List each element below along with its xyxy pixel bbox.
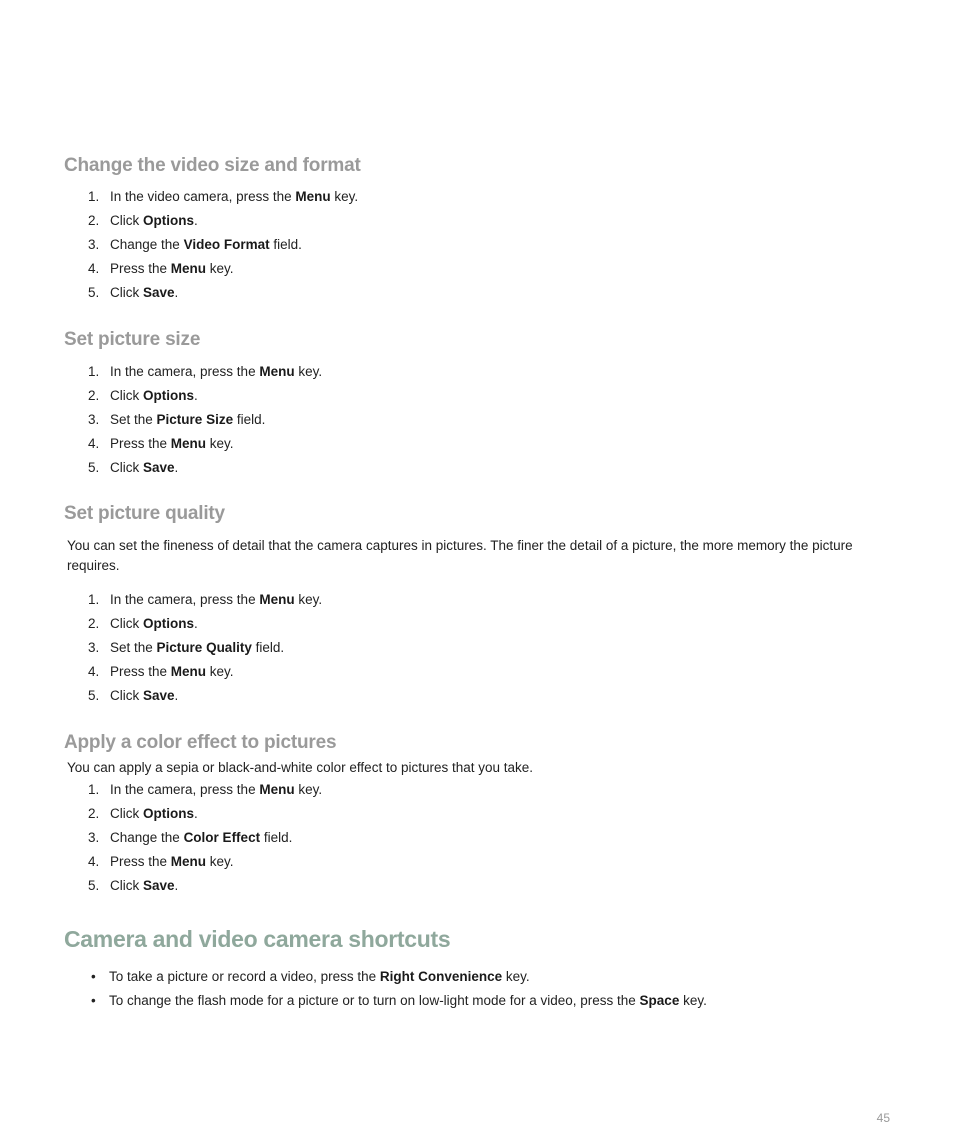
step-number: 3. xyxy=(88,237,100,252)
list-item xyxy=(64,826,894,850)
step-text: Click xyxy=(110,878,143,893)
step-number: 1. xyxy=(88,782,100,797)
shortcuts-title: Camera and video camera shortcuts xyxy=(64,926,451,952)
step-text: Click xyxy=(110,388,143,403)
list-item xyxy=(64,408,894,432)
step-keyword: Menu xyxy=(259,782,295,797)
step-keyword: Picture Quality xyxy=(156,640,252,655)
step-text: Set the xyxy=(110,640,157,655)
shortcut-text-end: key. xyxy=(679,993,707,1008)
step-keyword: Menu xyxy=(170,664,207,679)
step-keyword: Save xyxy=(143,460,175,475)
step-text: Set the xyxy=(110,412,157,427)
step-keyword: Options xyxy=(143,388,194,403)
step-text: In the camera, press the xyxy=(110,782,260,797)
list-item xyxy=(64,456,894,480)
step-keyword: Video Format xyxy=(183,237,270,252)
list-item xyxy=(64,185,894,209)
step-text-end: key. xyxy=(294,364,323,379)
step-text: Change the xyxy=(110,237,184,252)
list-item xyxy=(64,850,894,874)
page-number: 45 xyxy=(876,1111,890,1125)
step-keyword: Color Effect xyxy=(183,830,261,845)
step-keyword: Options xyxy=(143,213,194,228)
list-item xyxy=(64,778,894,802)
step-keyword: Menu xyxy=(170,854,207,869)
step-text: In the video camera, press the xyxy=(110,189,296,204)
list-item xyxy=(64,209,894,233)
step-number: 5. xyxy=(88,460,100,475)
step-text-end: . xyxy=(174,285,179,300)
step-text-end: key. xyxy=(330,189,359,204)
section-shortcuts xyxy=(64,926,894,1013)
step-number: 4. xyxy=(88,436,100,451)
section-video-size xyxy=(64,155,894,305)
shortcut-text-end: key. xyxy=(502,969,530,984)
shortcut-text: To change the flash mode for a picture or to turn on low-light mode for a video, press the xyxy=(109,993,640,1008)
step-text: Press the xyxy=(110,261,171,276)
step-number: 3. xyxy=(88,640,100,655)
step-number: 5. xyxy=(88,688,100,703)
list-item xyxy=(64,989,894,1013)
step-text-end: field. xyxy=(269,237,302,252)
list-item xyxy=(64,257,894,281)
step-text: Click xyxy=(110,806,143,821)
section-color-effect xyxy=(64,732,894,898)
section-title: Set picture size xyxy=(64,329,201,350)
step-text-end: . xyxy=(194,388,198,403)
step-text: In the camera, press the xyxy=(110,364,260,379)
step-number: 3. xyxy=(88,412,100,427)
step-keyword: Save xyxy=(143,878,175,893)
step-number: 1. xyxy=(88,592,100,607)
steps-list xyxy=(64,185,894,305)
list-item xyxy=(64,432,894,456)
step-keyword: Options xyxy=(143,806,194,821)
step-text: Press the xyxy=(110,664,171,679)
step-text-end: key. xyxy=(206,261,234,276)
section-picture-size xyxy=(64,329,894,480)
step-number: 3. xyxy=(88,830,100,845)
step-text: Click xyxy=(110,460,143,475)
step-number: 2. xyxy=(88,616,100,631)
section-title: Change the video size and format xyxy=(64,155,361,176)
list-item xyxy=(64,233,894,257)
step-number: 5. xyxy=(88,878,100,893)
step-number: 4. xyxy=(88,664,100,679)
step-number: 4. xyxy=(88,854,100,869)
shortcut-text: To take a picture or record a video, press the xyxy=(109,969,380,984)
steps-list xyxy=(64,778,894,898)
step-text-end: . xyxy=(174,460,179,475)
step-text-end: key. xyxy=(206,436,234,451)
step-keyword: Picture Size xyxy=(156,412,234,427)
step-text-end: field. xyxy=(233,412,266,427)
step-keyword: Menu xyxy=(259,364,295,379)
step-text: Press the xyxy=(110,436,171,451)
step-keyword: Save xyxy=(143,285,175,300)
section-intro: You can apply a sepia or black-and-white color effect to pictures that you take. xyxy=(67,760,534,775)
list-item xyxy=(64,874,894,898)
step-text-end: key. xyxy=(206,664,234,679)
list-item xyxy=(64,281,894,305)
section-title: Apply a color effect to pictures xyxy=(64,732,337,753)
step-text: Click xyxy=(110,616,143,631)
step-keyword: Menu xyxy=(170,261,207,276)
step-number: 5. xyxy=(88,285,100,300)
step-number: 2. xyxy=(88,388,100,403)
step-text-end: key. xyxy=(294,782,323,797)
step-text-end: . xyxy=(174,688,179,703)
step-text: In the camera, press the xyxy=(110,592,260,607)
steps-list xyxy=(64,360,894,480)
section-intro: You can set the fineness of detail that the camera captures in pictures. The finer the detail of a picture, the more memory the picture requires. xyxy=(67,538,853,573)
step-text-end: . xyxy=(174,878,179,893)
list-item xyxy=(64,684,894,708)
bullet-icon: • xyxy=(91,969,96,984)
steps-list xyxy=(64,588,894,708)
step-text: Click xyxy=(110,688,143,703)
step-keyword: Save xyxy=(143,688,175,703)
step-number: 2. xyxy=(88,806,100,821)
list-item xyxy=(64,802,894,826)
list-item xyxy=(64,660,894,684)
section-picture-quality xyxy=(64,503,894,708)
step-number: 4. xyxy=(88,261,100,276)
step-text: Press the xyxy=(110,854,171,869)
step-number: 2. xyxy=(88,213,100,228)
step-text-end: . xyxy=(194,806,198,821)
list-item xyxy=(64,360,894,384)
list-item xyxy=(64,636,894,660)
list-item xyxy=(64,612,894,636)
step-keyword: Options xyxy=(143,616,194,631)
list-item xyxy=(64,965,894,989)
shortcuts-list xyxy=(64,965,894,1013)
step-keyword: Menu xyxy=(170,436,207,451)
step-text-end: key. xyxy=(206,854,234,869)
shortcut-key: Right Convenience xyxy=(379,969,503,984)
step-text-end: . xyxy=(194,616,198,631)
step-text-end: key. xyxy=(294,592,323,607)
step-number: 1. xyxy=(88,364,100,379)
step-text: Click xyxy=(110,285,143,300)
step-text: Click xyxy=(110,213,143,228)
step-text-end: . xyxy=(194,213,198,228)
section-title: Set picture quality xyxy=(64,503,225,524)
step-text-end: field. xyxy=(251,640,285,655)
list-item xyxy=(64,384,894,408)
shortcut-key: Space xyxy=(639,993,680,1008)
bullet-icon: • xyxy=(91,993,96,1008)
step-number: 1. xyxy=(88,189,100,204)
list-item xyxy=(64,588,894,612)
step-text-end: field. xyxy=(260,830,293,845)
step-text: Change the xyxy=(110,830,184,845)
step-keyword: Menu xyxy=(295,189,331,204)
step-keyword: Menu xyxy=(259,592,295,607)
